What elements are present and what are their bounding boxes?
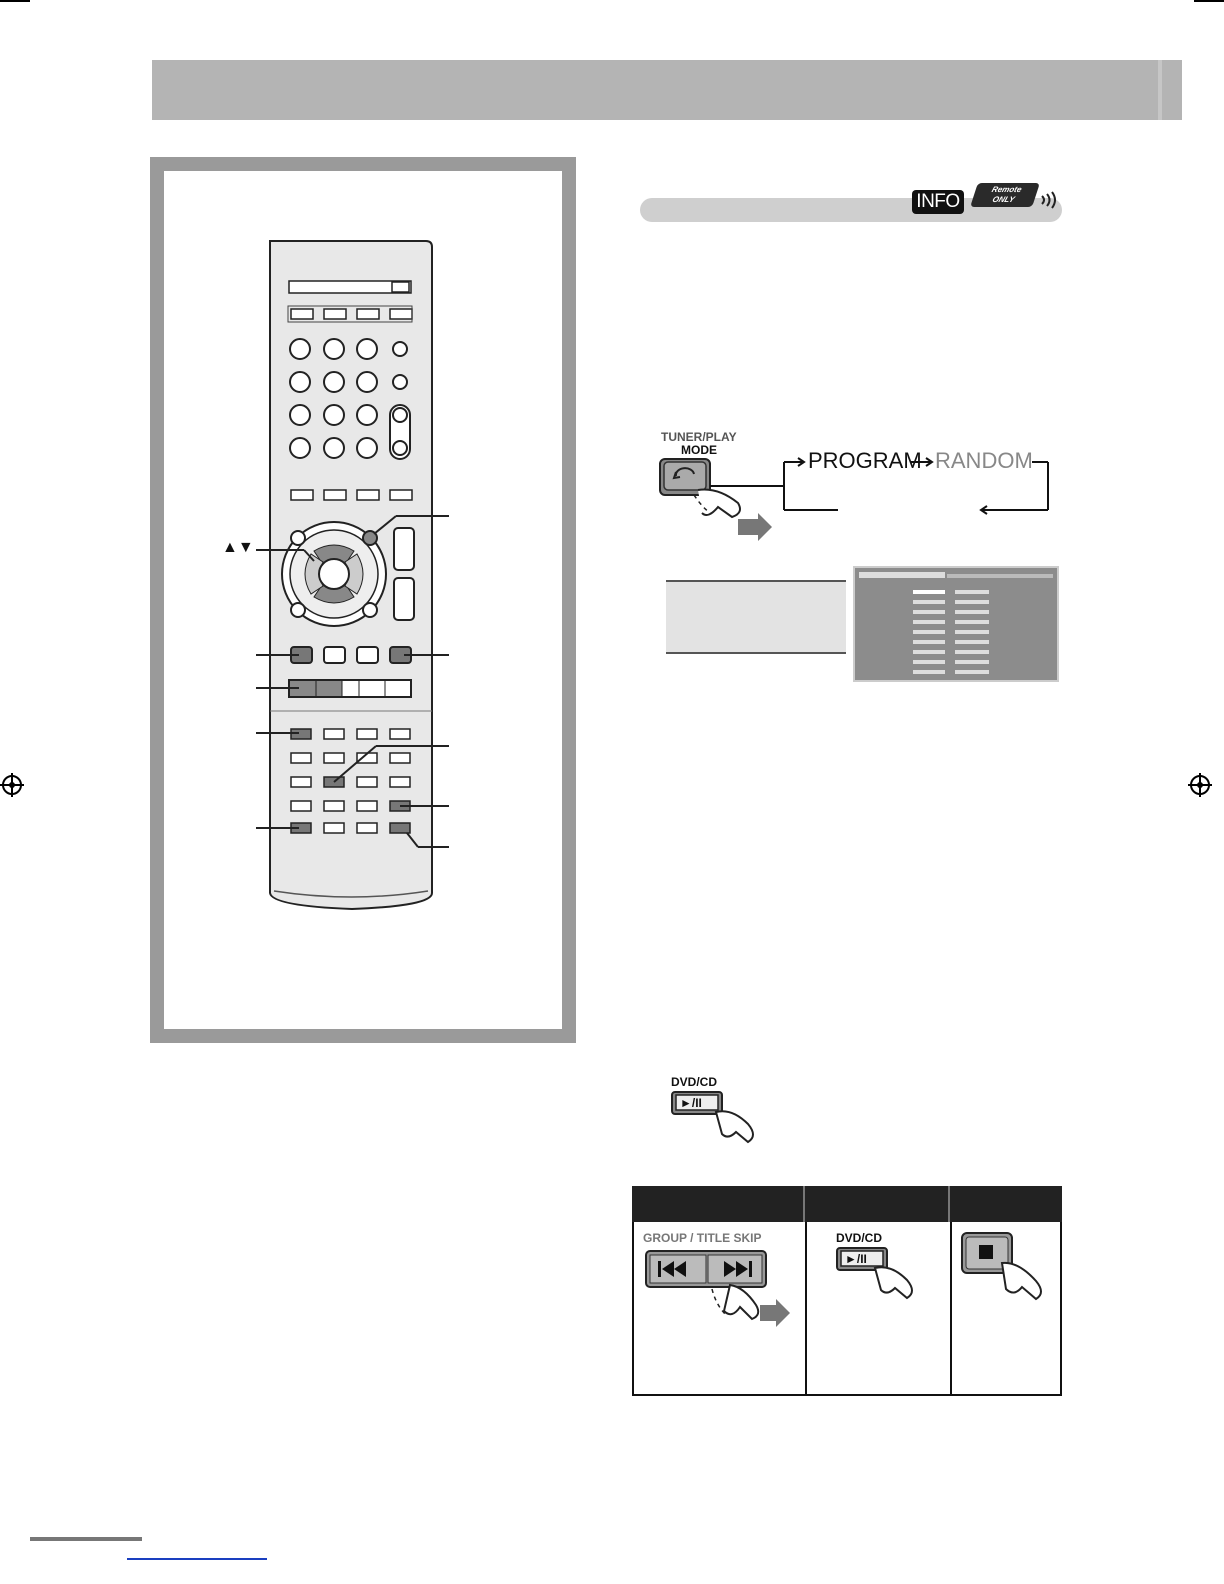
table-play-pause-symbol: ►/II: [845, 1252, 867, 1266]
group-title-skip-label: GROUP / TITLE SKIP: [643, 1231, 762, 1245]
header-notch: [1158, 60, 1162, 120]
dvd-play-pause-button[interactable]: [670, 1090, 770, 1165]
section-header-bar: [152, 60, 1182, 120]
flow-program: PROGRAM: [808, 448, 922, 473]
table-header: [632, 1186, 1062, 1222]
skip-buttons[interactable]: [644, 1249, 800, 1342]
footer-rule: [30, 1537, 142, 1541]
remote-only-line1: Remote: [990, 185, 1023, 194]
crop-mark-top-left: [0, 0, 30, 2]
tuner-play-label: TUNER/PLAY: [661, 430, 737, 444]
remote-panel: [164, 171, 562, 1029]
crop-mark-top-right: [1194, 0, 1224, 2]
footer-link-underline[interactable]: [127, 1558, 267, 1560]
remote-control-illustration: [164, 171, 562, 1029]
cursor-arrows-label: ▲▼: [222, 539, 254, 556]
program-screen-illustration: [853, 566, 1059, 682]
dvd-play-pause-symbol: ►/II: [680, 1096, 702, 1110]
registration-mark-icon: [1188, 773, 1212, 802]
finger-press-icon: [1002, 1263, 1041, 1299]
remote-only-badge: [970, 183, 1040, 207]
dvd-cd-label: DVD/CD: [671, 1075, 718, 1089]
table-dvd-cd-label: DVD/CD: [836, 1231, 883, 1245]
table-dvd-play-pause-button[interactable]: [835, 1246, 935, 1321]
mode-label: MODE: [681, 443, 717, 457]
flow-random: RANDOM: [935, 448, 1033, 473]
arrow-right-icon: [760, 1299, 790, 1327]
finger-press-icon: [724, 1285, 758, 1319]
remote-only-line2: ONLY: [991, 195, 1016, 204]
finger-press-icon: [716, 1111, 753, 1142]
info-badge: INFO: [912, 190, 964, 214]
stop-icon: [979, 1245, 993, 1259]
stop-button[interactable]: [960, 1231, 1060, 1316]
signal-waves-icon: [1038, 190, 1062, 215]
osd-message-box: [666, 580, 846, 654]
registration-mark-icon: [0, 773, 24, 802]
finger-press-icon: [875, 1267, 912, 1298]
